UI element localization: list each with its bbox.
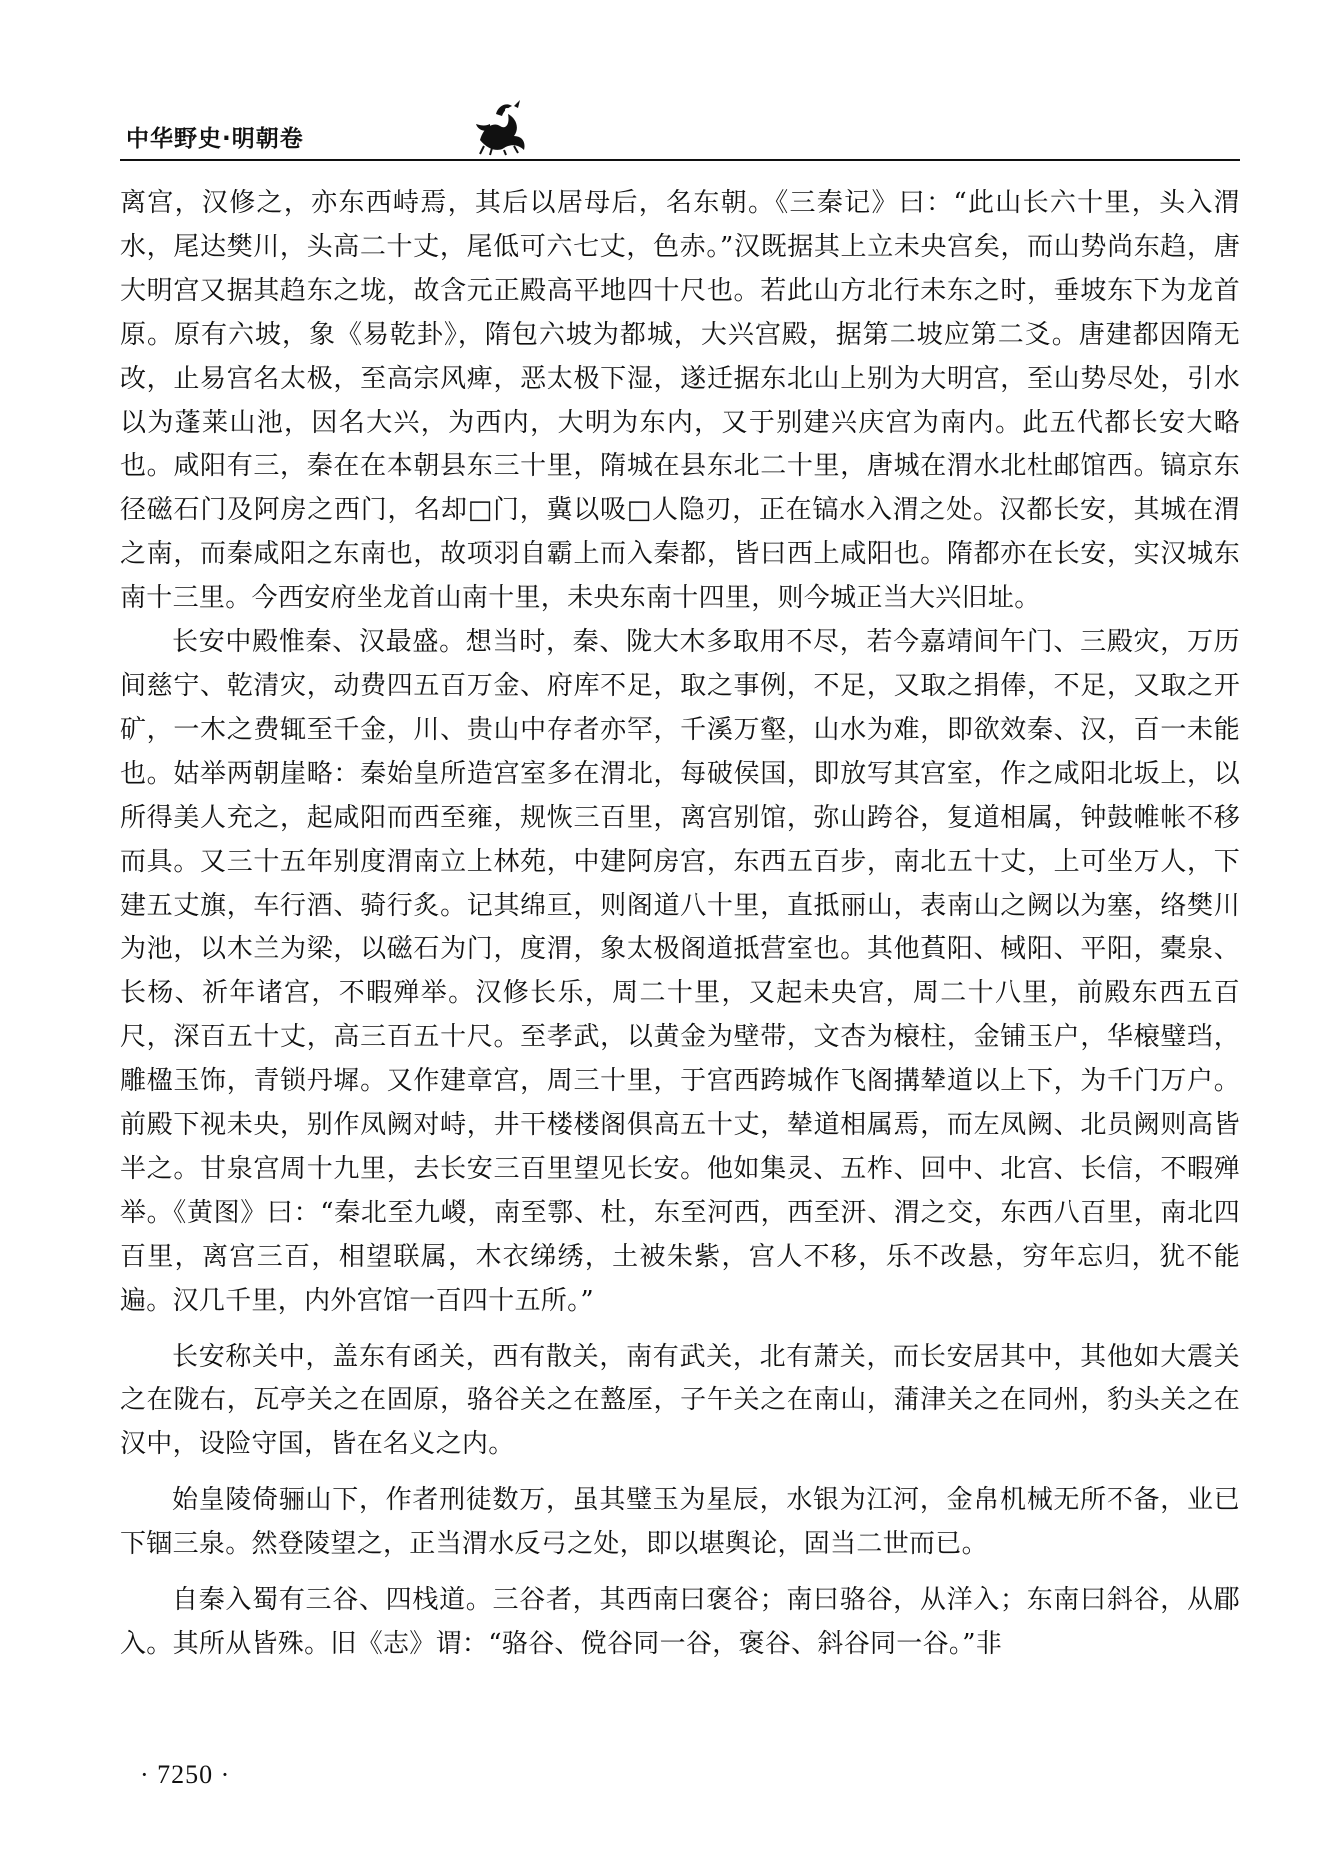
paragraph-1: 离宫，汉修之，亦东西峙焉，其后以居母后，名东朝。《三秦记》曰：“此山长六十里，头入渭水，尾达樊川，头高二十丈，尾低可六七丈，色赤。”汉既据其上立未央宫矣，而山势尚东趋，唐大明宫又据其趋东之垅，故含元正殿高平地四十尺也。若此山方北行未东之时，垂坡东下为龙首原。原有六坡，象《易乾卦》，隋包六坡为都城，大兴宫殿，据第二坡应第二爻。唐建都因隋无改，止易宫名太极，至高宗风痺，恶太极下湿，遂迁据东北山上别为大明宫，至山势尽处，引水以为蓬莱山池，因名大兴，为西内，大明为东内，又于别建兴庆宫为南内。此五代都长安大略也。咸阳有三，秦在在本朝县东三十里，隋城在县东北二十里，唐城在渭水北杜邮馆西。镐京东径磁石门及阿房之西门，名却□门，冀以吸□人隐刃，正在镐水入渭之处。汉都长安，其城在渭之南，而秦咸阳之东南也，故项羽自霸上而入秦都，皆曰西上咸阳也。隋都亦在长安，实汉城东南十三里。今西安府坐龙首山南十里，未央东南十四里，则今城正当大兴旧址。 <box>120 188 1240 614</box>
book-title: 中华野史·明朝卷 <box>126 126 304 152</box>
dragon-emblem-icon <box>470 96 532 156</box>
page-number: · 7250 · <box>140 1760 231 1789</box>
paragraph-5: 自秦入蜀有三谷、四栈道。三谷者，其西南曰褒谷；南曰骆谷，从洋入；东南曰斜谷，从郿入。其所从皆殊。旧《志》谓：“骆谷、傥谷同一谷，褒谷、斜谷同一谷。”非 <box>120 1585 1240 1659</box>
main-text <box>120 182 1240 1762</box>
paragraph-4: 始皇陵倚骊山下，作者刑徒数万，虽其璧玉为星辰，水银为江河，金帛机械无所不备，业已下锢三泉。然登陵望之，正当渭水反弓之处，即以堪舆论，固当二世而已。 <box>120 1485 1240 1560</box>
header-rule <box>120 159 1240 161</box>
paragraph-2: 长安中殿惟秦、汉最盛。想当时，秦、陇大木多取用不尽，若今嘉靖间午门、三殿灾，万历间慈宁、乾清灾，动费四五百万金、府库不足，取之事例，不足，又取之捐俸，不足，又取之开矿，一木之费辄至千金，川、贵山中存者亦罕，千溪万壑，山水为难，即欲效秦、汉，百一未能也。姑举两朝崖略：秦始皇所造宫室多在渭北，每破侯国，即放写其宫室，作之咸阳北坂上，以所得美人充之，起咸阳而西至雍，规恢三百里，离宫别馆，弥山跨谷，复道相属，钟鼓帷帐不移而具。又三十五年别度渭南立上林苑，中建阿房宫，东西五百步，南北五十丈，上可坐万人，下建五丈旗，车行酒、骑行炙。记其绵亘，则阁道八十里，直抵丽山，表南山之阙以为塞，络樊川为池，以木兰为梁，以磁石为门，度渭，象太极阁道抵营室也。其他萯阳、棫阳、平阳，橐泉、长杨、祈年诸宫，不暇殚举。汉修长乐，周二十里，又起未央宫，周二十八里，前殿东西五百尺，深百五十丈，高三百五十尺。至孝武，以黄金为壁带，文杏为榱柱，金铺玉户，华榱璧珰，雕楹玉饰，青锁丹墀。又作建章宫，周三十里，于宫西跨城作飞阁搆辇道以上下，为千门万户。前殿下视未央，别作凤阙对峙，井干楼楼阁俱高五十丈，辇道相属焉，而左凤阙、北员阙则高皆半之。甘泉宫周十九里，去长安三百里望见长安。他如集灵、五柞、回中、北宫、长信，不暇殚举。《黄图》曰：“秦北至九嵕，南至鄠、杜，东至河西，西至汧、渭之交，东西八百里，南北四百里，离宫三百，相望联属，木衣绨绣，土被朱紫，宫人不移，乐不改悬，穷年忘归，犹不能遍。汉几千里，内外宫馆一百四十五所。” <box>120 627 1240 1316</box>
running-header <box>120 96 1240 166</box>
paragraph-3: 长安称关中，盖东有函关，西有散关，南有武关，北有萧关，而长安居其中，其他如大震关之在陇右，瓦亭关之在固原，骆谷关之在盩厔，子午关之在南山，蒲津关之在同州，豹头关之在汉中，设险守国，皆在名义之内。 <box>120 1341 1240 1460</box>
